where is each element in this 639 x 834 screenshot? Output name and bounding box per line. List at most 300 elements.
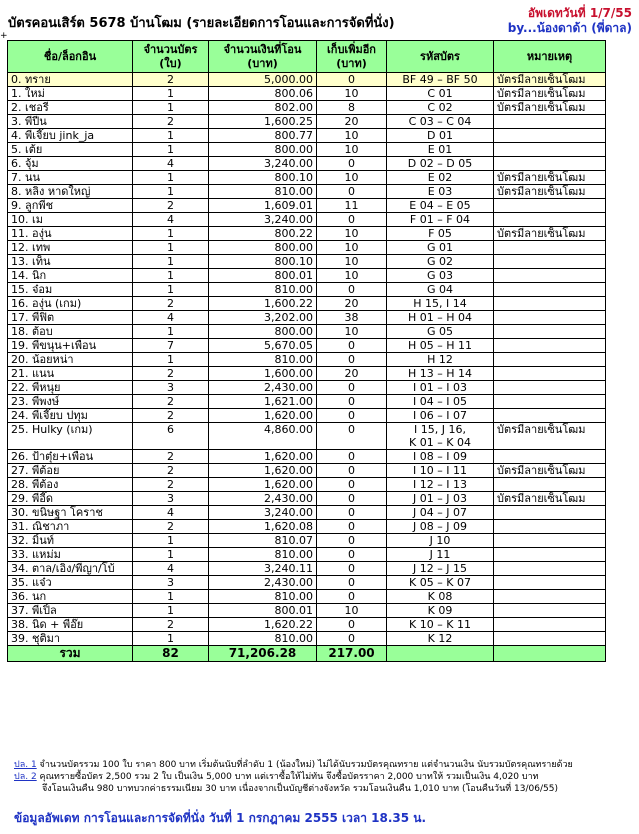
cell-name: 3. พี่ปีน	[8, 115, 133, 129]
notes	[14, 759, 636, 795]
cell-name: 6. จุ้ม	[8, 157, 133, 171]
cell-name: 17. พี่ฟิต	[8, 311, 133, 325]
cell-extra: 10	[317, 241, 387, 255]
cell-note	[494, 478, 606, 492]
cell-extra: 0	[317, 381, 387, 395]
cell-extra: 0	[317, 283, 387, 297]
cell-qty: 1	[133, 241, 209, 255]
total-row	[8, 646, 606, 662]
cell-code-line: I 15, J 16,	[414, 423, 466, 436]
cell-note	[494, 632, 606, 646]
cell-note	[494, 618, 606, 632]
cell-note	[494, 367, 606, 381]
cell-qty: 2	[133, 464, 209, 478]
cell-amount: 2,430.00	[209, 576, 317, 590]
cell-extra: 0	[317, 423, 387, 450]
cell-code: C 03 – C 04	[387, 115, 494, 129]
cell-extra: 0	[317, 73, 387, 87]
cell-amount: 1,620.22	[209, 618, 317, 632]
table-row	[8, 381, 606, 395]
cell-amount: 1,600.25	[209, 115, 317, 129]
cell-amount: 800.06	[209, 87, 317, 101]
cell-code: K 12	[387, 632, 494, 646]
cell-note	[494, 409, 606, 423]
author: by...น้องดาด้า (พี่ดาล)	[507, 21, 632, 35]
note-1	[14, 759, 636, 771]
cell-name: 7. นน	[8, 171, 133, 185]
cell-code	[387, 423, 494, 450]
cell-name: 36. นก	[8, 590, 133, 604]
table-row	[8, 255, 606, 269]
cell-name: 39. ชุติมา	[8, 632, 133, 646]
col-amount: จำนวนเงินที่โอน (บาท)	[209, 41, 317, 73]
cell-qty: 2	[133, 478, 209, 492]
cell-name: 24. พี่เจี๊ยบ ปทุม	[8, 409, 133, 423]
cell-amount: 800.01	[209, 269, 317, 283]
cell-extra: 10	[317, 129, 387, 143]
cell-code: BF 49 – BF 50	[387, 73, 494, 87]
cell-qty: 2	[133, 297, 209, 311]
cell-note: บัตรมีลายเซ็นโฒม	[494, 171, 606, 185]
cell-code: G 02	[387, 255, 494, 269]
table-row	[8, 492, 606, 506]
cell-code: J 04 – J 07	[387, 506, 494, 520]
cell-code: C 02	[387, 101, 494, 115]
cell-note: บัตรมีลายเซ็นโฒม	[494, 73, 606, 87]
table-row	[8, 325, 606, 339]
cell-extra: 0	[317, 618, 387, 632]
cell-extra: 0	[317, 478, 387, 492]
cell-code: I 12 – I 13	[387, 478, 494, 492]
cell-qty: 1	[133, 87, 209, 101]
cell-note	[494, 157, 606, 171]
cell-qty: 1	[133, 227, 209, 241]
cell-amount: 3,240.00	[209, 157, 317, 171]
cell-code: I 06 – I 07	[387, 409, 494, 423]
cell-note	[494, 129, 606, 143]
cell-qty: 4	[133, 562, 209, 576]
cell-qty: 2	[133, 409, 209, 423]
page-title: บัตรคอนเสิร์ต 5678 บ้านโฒม (รายละเอียดการโอนและการจัดที่นั่ง)	[8, 16, 395, 31]
total-qty: 82	[133, 646, 209, 662]
cell-note	[494, 297, 606, 311]
cell-qty: 4	[133, 213, 209, 227]
cell-name: 14. นิก	[8, 269, 133, 283]
cell-note	[494, 520, 606, 534]
cell-note	[494, 339, 606, 353]
cell-code: J 01 – J 03	[387, 492, 494, 506]
table-row	[8, 297, 606, 311]
table-row	[8, 101, 606, 115]
cell-name: 1. ใหม่	[8, 87, 133, 101]
table-row	[8, 339, 606, 353]
cell-code: H 05 – H 11	[387, 339, 494, 353]
table-row	[8, 143, 606, 157]
table-row	[8, 450, 606, 464]
cell-code: H 01 – H 04	[387, 311, 494, 325]
cell-extra: 0	[317, 590, 387, 604]
cell-code: E 04 – E 05	[387, 199, 494, 213]
cell-extra: 20	[317, 115, 387, 129]
cell-code: G 04	[387, 283, 494, 297]
cell-code: I 04 – I 05	[387, 395, 494, 409]
cell-amount: 810.00	[209, 548, 317, 562]
cell-qty: 4	[133, 311, 209, 325]
cell-extra: 8	[317, 101, 387, 115]
cell-name: 10. เม	[8, 213, 133, 227]
cell-amount: 2,430.00	[209, 492, 317, 506]
cell-qty: 3	[133, 492, 209, 506]
cell-note: บัตรมีลายเซ็นโฒม	[494, 492, 606, 506]
cell-qty: 2	[133, 395, 209, 409]
cell-name: 31. ณิชาภา	[8, 520, 133, 534]
cell-note	[494, 450, 606, 464]
cell-amount: 1,620.00	[209, 478, 317, 492]
cell-code: F 01 – F 04	[387, 213, 494, 227]
transfer-table	[7, 40, 606, 662]
cell-note	[494, 283, 606, 297]
cell-note	[494, 576, 606, 590]
table-row	[8, 548, 606, 562]
cell-code: J 12 – J 15	[387, 562, 494, 576]
cell-code: E 01	[387, 143, 494, 157]
table-row	[8, 115, 606, 129]
cell-amount: 810.00	[209, 590, 317, 604]
cell-extra: 0	[317, 548, 387, 562]
cell-code: K 09	[387, 604, 494, 618]
cell-amount: 1,620.00	[209, 464, 317, 478]
table-row	[8, 157, 606, 171]
cell-code: K 10 – K 11	[387, 618, 494, 632]
table-row	[8, 367, 606, 381]
cell-note	[494, 381, 606, 395]
cell-name: 28. พี่ต้อง	[8, 478, 133, 492]
cell-extra: 11	[317, 199, 387, 213]
cell-note	[494, 506, 606, 520]
cell-code: H 12	[387, 353, 494, 367]
cell-amount: 800.77	[209, 129, 317, 143]
cell-amount: 1,620.08	[209, 520, 317, 534]
cell-extra: 0	[317, 157, 387, 171]
cell-code: G 05	[387, 325, 494, 339]
cell-amount: 810.00	[209, 353, 317, 367]
cell-extra: 20	[317, 297, 387, 311]
cell-qty: 1	[133, 534, 209, 548]
cell-amount: 2,430.00	[209, 381, 317, 395]
cell-name: 19. พี่ขนุน+เพื่อน	[8, 339, 133, 353]
cell-amount: 1,621.00	[209, 395, 317, 409]
cell-note	[494, 548, 606, 562]
col-note: หมายเหตุ	[494, 41, 606, 73]
cell-qty: 1	[133, 604, 209, 618]
cell-name: 30. ขนิษฐา โคราช	[8, 506, 133, 520]
cell-qty: 1	[133, 255, 209, 269]
cell-note	[494, 353, 606, 367]
cell-note	[494, 604, 606, 618]
cell-name: 0. ทราย	[8, 73, 133, 87]
cell-name: 18. ต้อบ	[8, 325, 133, 339]
table-row	[8, 464, 606, 478]
note-1-text: จำนวนบัตรรวม 100 ใบ ราคา 800 บาท เริ่มต้นนับที่ลำดับ 1 (น้องใหม่) ไม่ได้นับรวมบัตรคุณทราย แต่จำนวนเงิน นับรวมบัตรคุณทรายด้วย	[36, 760, 573, 770]
col-qty: จำนวนบัตร (ใบ)	[133, 41, 209, 73]
cell-name: 21. แนน	[8, 367, 133, 381]
cell-extra: 0	[317, 520, 387, 534]
table-row	[8, 409, 606, 423]
cell-amount: 810.07	[209, 534, 317, 548]
cell-amount: 3,240.11	[209, 562, 317, 576]
cell-qty: 1	[133, 129, 209, 143]
cell-name: 12. เทพ	[8, 241, 133, 255]
cell-extra: 0	[317, 506, 387, 520]
cell-note: บัตรมีลายเซ็นโฒม	[494, 423, 606, 450]
table-row	[8, 423, 606, 450]
cell-extra: 10	[317, 255, 387, 269]
cell-note	[494, 255, 606, 269]
cell-note	[494, 115, 606, 129]
cell-name: 2. เชอรี่	[8, 101, 133, 115]
cell-name: 13. เท็น	[8, 255, 133, 269]
cell-extra: 20	[317, 367, 387, 381]
cell-extra: 0	[317, 395, 387, 409]
cell-extra: 10	[317, 87, 387, 101]
cell-qty: 1	[133, 283, 209, 297]
cell-code: E 03	[387, 185, 494, 199]
table-row	[8, 171, 606, 185]
cell-extra: 0	[317, 409, 387, 423]
table-row	[8, 520, 606, 534]
note-2	[14, 771, 636, 783]
cell-code: K 08	[387, 590, 494, 604]
cell-note	[494, 269, 606, 283]
cell-name: 4. พี่เจี๊ยบ jink_ja	[8, 129, 133, 143]
cell-name: 9. ลูกพีช	[8, 199, 133, 213]
cell-amount: 3,240.00	[209, 213, 317, 227]
cell-extra: 0	[317, 353, 387, 367]
cell-code: G 03	[387, 269, 494, 283]
cell-amount: 5,000.00	[209, 73, 317, 87]
cell-code: J 11	[387, 548, 494, 562]
cell-code: K 05 – K 07	[387, 576, 494, 590]
cell-amount: 800.00	[209, 143, 317, 157]
note-1-label: ปล. 1	[14, 760, 37, 770]
cell-code-line: K 01 – K 04	[409, 436, 471, 449]
cell-code: J 08 – J 09	[387, 520, 494, 534]
col-extra: เก็บเพิ่มอีก (บาท)	[317, 41, 387, 73]
cell-qty: 1	[133, 143, 209, 157]
cell-extra: 10	[317, 171, 387, 185]
cell-qty: 3	[133, 381, 209, 395]
cell-extra: 10	[317, 227, 387, 241]
note-2-continued: จึงโอนเงินคืน 980 บาทบวกค่าธรรมเนียม 30 บาท เนื่องจากเป็นบัญชีต่างจังหวัด รวมโอนเงินคืน 1,010 บาท (โอนคืนวันที่ 13/06/55)	[42, 784, 558, 794]
cell-name: 35. แจ๋ว	[8, 576, 133, 590]
cell-amount: 800.10	[209, 255, 317, 269]
cell-qty: 1	[133, 101, 209, 115]
cell-extra: 0	[317, 562, 387, 576]
table-row	[8, 576, 606, 590]
cell-amount: 800.01	[209, 604, 317, 618]
cell-qty: 1	[133, 548, 209, 562]
cell-qty: 1	[133, 632, 209, 646]
cell-extra: 0	[317, 632, 387, 646]
cell-name: 15. จ๋อม	[8, 283, 133, 297]
cell-qty: 1	[133, 590, 209, 604]
cell-name: 11. องุ่น	[8, 227, 133, 241]
cell-qty: 2	[133, 73, 209, 87]
cell-name: 5. เต้ย	[8, 143, 133, 157]
cell-extra: 0	[317, 576, 387, 590]
table-row	[8, 534, 606, 548]
total-label: รวม	[8, 646, 133, 662]
table-row	[8, 87, 606, 101]
cell-note	[494, 534, 606, 548]
col-name: ชื่อ/ล็อกอิน	[8, 41, 133, 73]
cell-extra: 0	[317, 492, 387, 506]
cell-qty: 7	[133, 339, 209, 353]
cell-code: H 15, I 14	[387, 297, 494, 311]
cell-amount: 1,600.22	[209, 297, 317, 311]
cell-code: I 08 – I 09	[387, 450, 494, 464]
table-row	[8, 506, 606, 520]
cell-code: C 01	[387, 87, 494, 101]
cell-qty: 3	[133, 576, 209, 590]
cell-amount: 810.00	[209, 632, 317, 646]
cell-note	[494, 395, 606, 409]
table-header	[8, 41, 606, 73]
table-row	[8, 353, 606, 367]
cell-qty: 2	[133, 618, 209, 632]
cell-qty: 1	[133, 325, 209, 339]
cell-note	[494, 143, 606, 157]
cell-code: E 02	[387, 171, 494, 185]
cell-amount: 5,670.05	[209, 339, 317, 353]
cell-extra: 10	[317, 269, 387, 283]
cell-qty: 2	[133, 199, 209, 213]
cell-qty: 1	[133, 185, 209, 199]
cell-name: 26. ป้าตุ๋ย+เพื่อน	[8, 450, 133, 464]
cell-qty: 1	[133, 171, 209, 185]
cell-extra: 0	[317, 534, 387, 548]
cell-name: 22. พี่หนุย	[8, 381, 133, 395]
cell-extra: 10	[317, 604, 387, 618]
note-2-label: ปล. 2	[14, 772, 37, 782]
cell-qty: 2	[133, 115, 209, 129]
total-blank	[387, 646, 494, 662]
cell-name: 33. แหม่ม	[8, 548, 133, 562]
cell-name: 29. พี่อี๊ด	[8, 492, 133, 506]
col-code: รหัสบัตร	[387, 41, 494, 73]
cell-amount: 1,620.00	[209, 409, 317, 423]
cell-name: 20. น้อยหน่า	[8, 353, 133, 367]
table-row	[8, 632, 606, 646]
cell-amount: 800.00	[209, 325, 317, 339]
update-info	[508, 6, 632, 36]
cell-note: บัตรมีลายเซ็นโฒม	[494, 185, 606, 199]
total-amount: 71,206.28	[209, 646, 317, 662]
cell-qty: 2	[133, 450, 209, 464]
cell-qty: 4	[133, 506, 209, 520]
cell-note	[494, 241, 606, 255]
cell-note: บัตรมีลายเซ็นโฒม	[494, 227, 606, 241]
table-row	[8, 129, 606, 143]
table-row	[8, 227, 606, 241]
table-row	[8, 185, 606, 199]
footer-update: ข้อมูลอัพเดท การโอนและการจัดที่นั่ง วันที่ 1 กรกฎาคม 2555 เวลา 18.35 น.	[14, 811, 427, 825]
cell-extra: 10	[317, 143, 387, 157]
cell-amount: 1,600.00	[209, 367, 317, 381]
cell-code: I 01 – I 03	[387, 381, 494, 395]
cell-extra: 10	[317, 325, 387, 339]
cell-name: 8. หลิง หาดใหญ่	[8, 185, 133, 199]
cell-extra: 0	[317, 185, 387, 199]
table-row	[8, 269, 606, 283]
cell-note	[494, 311, 606, 325]
cell-note: บัตรมีลายเซ็นโฒม	[494, 101, 606, 115]
cell-code: J 10	[387, 534, 494, 548]
cell-amount: 800.10	[209, 171, 317, 185]
table-row	[8, 604, 606, 618]
total-extra: 217.00	[317, 646, 387, 662]
cell-qty: 2	[133, 520, 209, 534]
table-row	[8, 618, 606, 632]
table-row	[8, 213, 606, 227]
table-row	[8, 562, 606, 576]
cell-name: 16. องุ่น (เกม)	[8, 297, 133, 311]
total-blank	[494, 646, 606, 662]
cell-amount: 810.00	[209, 185, 317, 199]
cell-extra: 0	[317, 339, 387, 353]
cell-marker: +	[0, 31, 8, 41]
cell-name: 38. นิด + พี่อ๊ย	[8, 618, 133, 632]
cell-qty: 6	[133, 423, 209, 450]
cell-qty: 4	[133, 157, 209, 171]
cell-name: 27. พี่ต้อย	[8, 464, 133, 478]
cell-amount: 1,609.01	[209, 199, 317, 213]
table-row	[8, 73, 606, 87]
cell-extra: 0	[317, 464, 387, 478]
cell-code: D 02 – D 05	[387, 157, 494, 171]
cell-name: 32. มิ้นท์	[8, 534, 133, 548]
cell-name: 23. พี่พงษ์	[8, 395, 133, 409]
cell-note	[494, 199, 606, 213]
update-date: อัพเดทวันที่ 1/7/55	[527, 6, 632, 20]
cell-name: 25. Hulky (เกม)	[8, 423, 133, 450]
cell-amount: 810.00	[209, 283, 317, 297]
table-row	[8, 283, 606, 297]
cell-note	[494, 562, 606, 576]
cell-extra: 38	[317, 311, 387, 325]
cell-qty: 2	[133, 367, 209, 381]
cell-note	[494, 213, 606, 227]
cell-amount: 802.00	[209, 101, 317, 115]
note-2-text: คุณทรายซื้อบัตร 2,500 รวม 2 ใบ เป็นเงิน 5,000 บาท แต่เราซื้อให้ไม่ทัน จึงซื้อบัตรราคา 2,000 บาทให้ รวมเป็นเงิน 4,020 บาท	[36, 772, 539, 782]
cell-amount: 3,202.00	[209, 311, 317, 325]
table-row	[8, 590, 606, 604]
cell-amount: 800.22	[209, 227, 317, 241]
cell-note	[494, 325, 606, 339]
table-row	[8, 311, 606, 325]
table-row	[8, 241, 606, 255]
cell-amount: 4,860.00	[209, 423, 317, 450]
table-row	[8, 395, 606, 409]
cell-note	[494, 590, 606, 604]
cell-amount: 800.00	[209, 241, 317, 255]
cell-name: 37. พี่เปิ้ล	[8, 604, 133, 618]
cell-name: 34. ตาล/เอิง/พีญา/โบ้	[8, 562, 133, 576]
cell-extra: 0	[317, 213, 387, 227]
cell-code: H 13 – H 14	[387, 367, 494, 381]
cell-code: I 10 – I 11	[387, 464, 494, 478]
table-row	[8, 199, 606, 213]
